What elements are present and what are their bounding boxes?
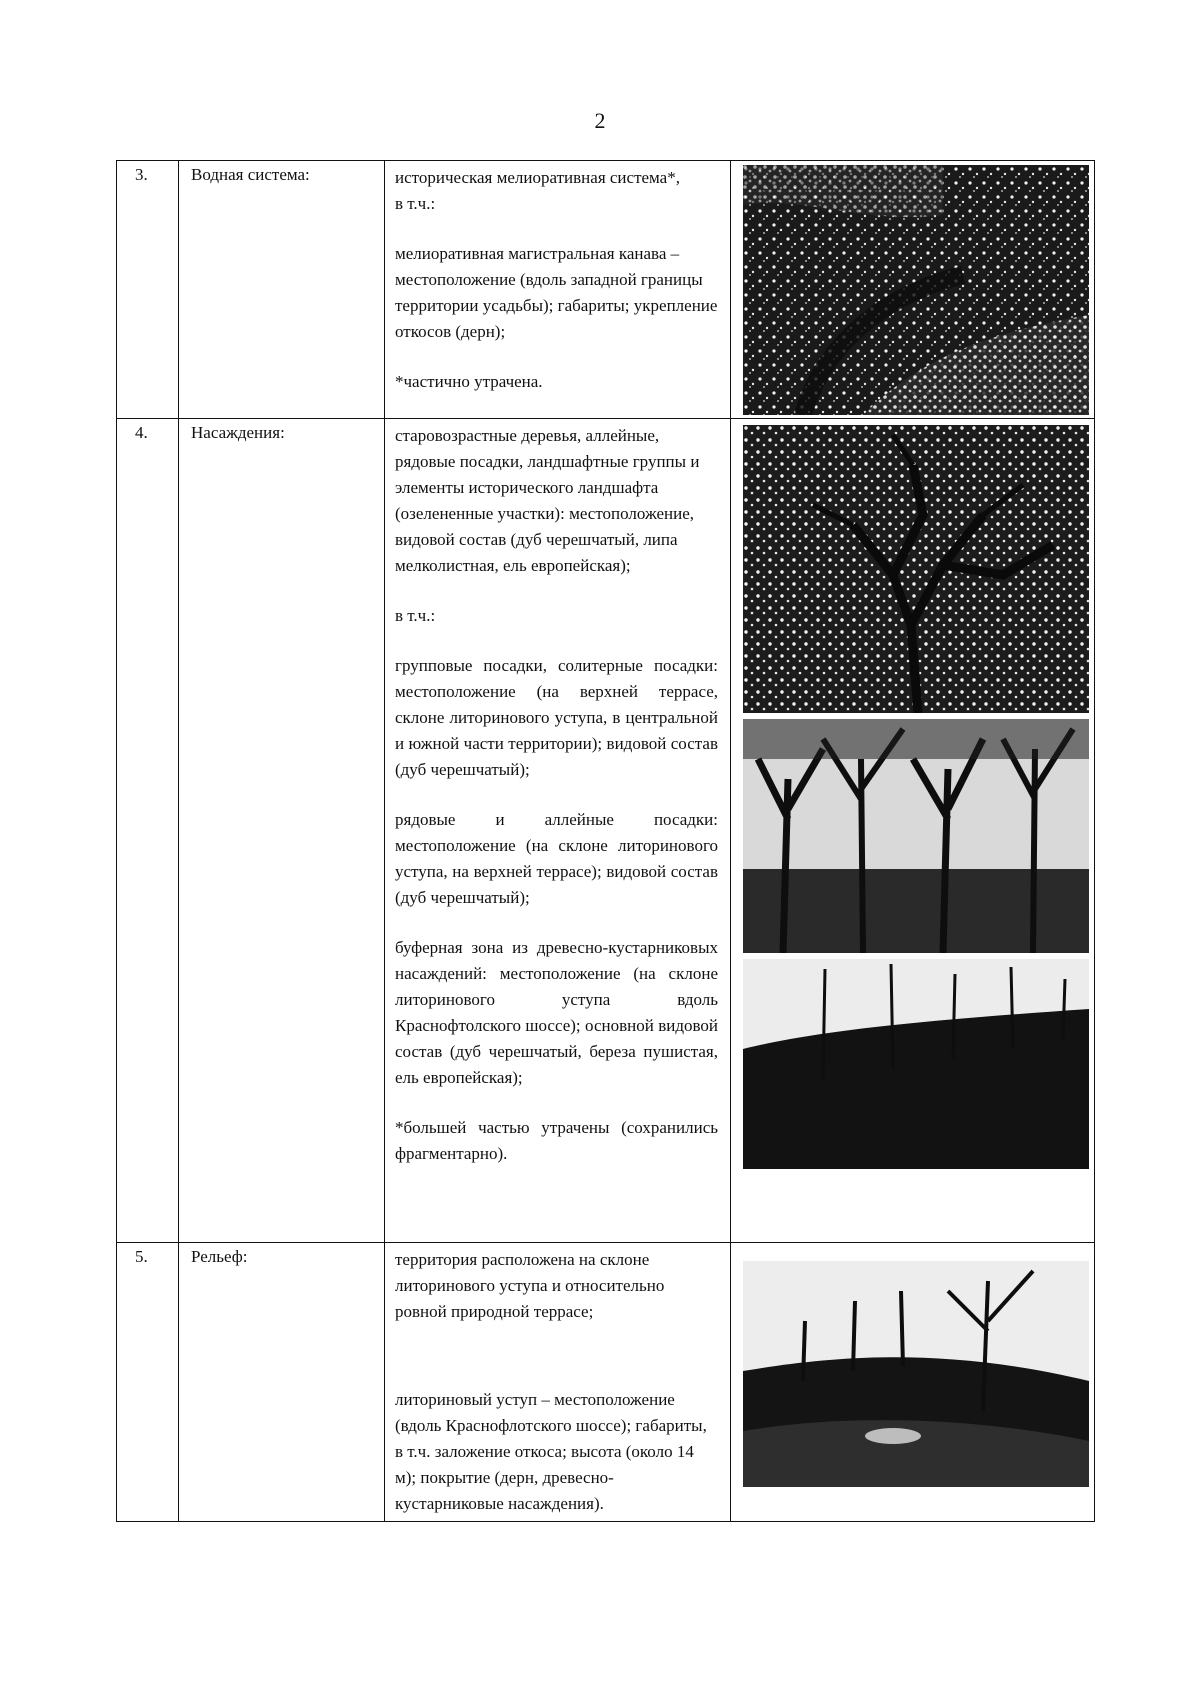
description-paragraph: *большей частью утрачены (сохранились фрагментарно). xyxy=(395,1118,718,1163)
description-paragraph: старовозрастные деревья, аллейные, рядовые посадки, ландшафтные группы и элементы исторического ландшафта (озелененные участки): местоположение, видовой состав (дуб черешчатый, липа мелколистная, ель европейская); xyxy=(395,426,700,575)
photo-old-oak-tree xyxy=(743,425,1089,713)
description-paragraph: территория расположена на склоне литоринового уступа и относительно ровной природной террасе; xyxy=(395,1250,665,1321)
description-paragraph: в т.ч.: xyxy=(395,606,436,625)
photo-buffer-zone xyxy=(743,959,1089,1169)
feature-name: Рельеф: xyxy=(179,1243,385,1522)
feature-description xyxy=(385,161,731,419)
photo-cell xyxy=(731,419,1095,1243)
table-row xyxy=(117,419,1095,1243)
photo-terrain-slope xyxy=(743,1261,1089,1487)
description-paragraph: мелиоративная магистральная канава – местоположение (вдоль западной границы территории усадьбы); габариты; укрепление откосов (дерн); xyxy=(395,244,718,341)
description-paragraph: рядовые и аллейные посадки: местоположение (на склоне литоринового уступа, на верхней террасе); видовой состав (дуб черешчатый); xyxy=(395,810,718,907)
row-number: 3. xyxy=(117,161,179,419)
feature-description xyxy=(385,1243,731,1522)
row-number: 4. xyxy=(117,419,179,1243)
feature-name: Насаждения: xyxy=(179,419,385,1243)
description-paragraph: буферная зона из древесно-кустарниковых насаждений: местоположение (на склоне литоринового уступа вдоль Краснофтолского шоссе); основной видовой состав (дуб черешчатый, береза пушистая, ель европейская); xyxy=(395,938,718,1087)
photo-tree-rows xyxy=(743,719,1089,953)
description-paragraph: в т.ч.: xyxy=(395,194,436,213)
description-paragraph: литориновый уступ – местоположение (вдоль Краснофлотского шоссе); габариты, в т.ч. заложение откоса; высота (около 14 м); покрытие (дерн, древесно-кустарниковые насаждения). xyxy=(395,1390,707,1513)
description-paragraph: групповые посадки, солитерные посадки: местоположение (на верхней террасе, склоне литоринового уступа, в центральной и южной части территории); видовой состав (дуб черешчатый); xyxy=(395,656,718,779)
feature-description xyxy=(385,419,731,1243)
photo-drainage-canal xyxy=(743,165,1089,415)
description-paragraph: *частично утрачена. xyxy=(395,372,543,391)
page-number: 2 xyxy=(594,108,606,133)
description-paragraph: историческая мелиоративная система*, xyxy=(395,168,680,187)
photo-cell xyxy=(731,1243,1095,1522)
row-number: 5. xyxy=(117,1243,179,1522)
photo-cell xyxy=(731,161,1095,419)
table-row xyxy=(117,1243,1095,1522)
protected-features-table xyxy=(116,160,1095,1522)
table-row xyxy=(117,161,1095,419)
feature-name: Водная система: xyxy=(179,161,385,419)
